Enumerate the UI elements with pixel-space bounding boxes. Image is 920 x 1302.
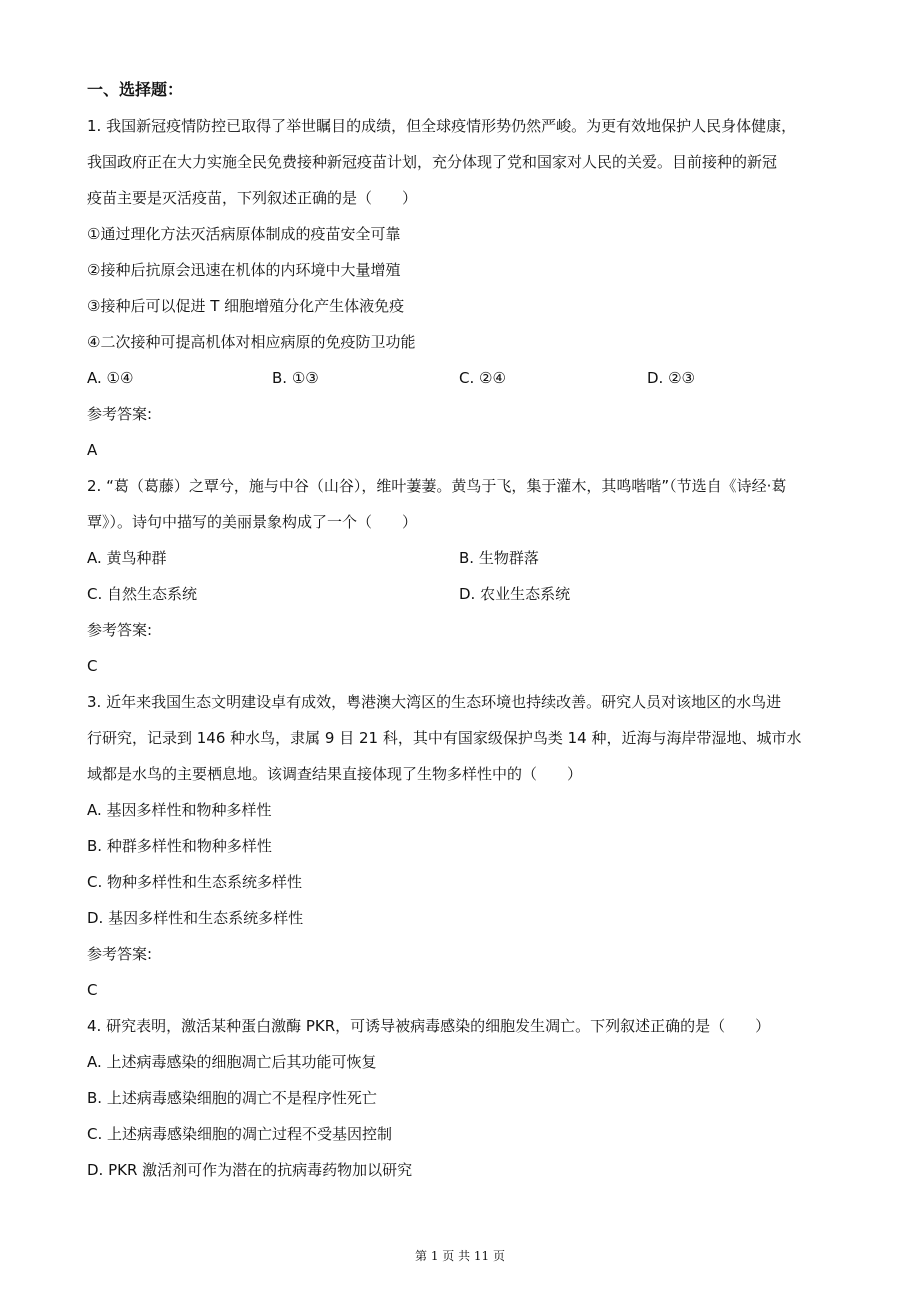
option-d: D. PKR 激活剂可作为潜在的抗病毒药物加以研究 xyxy=(87,1161,413,1179)
option-d: D. 农业生态系统 xyxy=(459,585,571,603)
option-a: A. 上述病毒感染的细胞凋亡后其功能可恢复 xyxy=(87,1053,377,1071)
document-page xyxy=(87,72,847,1188)
answer: A xyxy=(87,441,98,459)
question-stem: 行研究，记录到 146 种水鸟，隶属 9 目 21 科，其中有国家级保护鸟类 14 种，近海与海岸带湿地、城市水 xyxy=(87,729,802,747)
option-a: A. 基因多样性和物种多样性 xyxy=(87,801,272,819)
question-stem: 我国政府正在大力实施全民免费接种新冠疫苗计划，充分体现了党和国家对人民的关爱。目前接种的新冠 xyxy=(87,153,778,171)
question-stem: 覃》）。诗句中描写的美丽景象构成了一个（ ） xyxy=(87,513,418,531)
options-row xyxy=(87,540,847,576)
question-stem: 1. 我国新冠疫情防控已取得了举世瞩目的成绩，但全球疫情形势仍然严峻。为更有效地保护人民身体健康， xyxy=(87,117,797,135)
page-footer: 第 1 页 共 11 页 xyxy=(415,1249,505,1263)
answer: C xyxy=(87,657,98,675)
option-c: C. 上述病毒感染细胞的凋亡过程不受基因控制 xyxy=(87,1125,393,1143)
option-d: D. ②③ xyxy=(647,369,695,387)
option-c: C. ②④ xyxy=(459,369,506,387)
question-2 xyxy=(87,468,847,684)
question-stem: 3. 近年来我国生态文明建设卓有成效，粤港澳大湾区的生态环境也持续改善。研究人员对该地区的水鸟进 xyxy=(87,693,782,711)
question-stem: 2. “葛（葛藤）之覃兮，施与中谷（山谷），维叶萋萋。黄鸟于飞，集于灌木，其鸣喈喈”（节选自《诗经·葛 xyxy=(87,477,787,495)
question-stem: 疫苗主要是灭活疫苗，下列叙述正确的是（ ） xyxy=(87,189,418,207)
statement: ④二次接种可提高机体对相应病原的免疫防卫功能 xyxy=(87,333,416,351)
option-b: B. ①③ xyxy=(272,369,319,387)
option-b: B. 种群多样性和物种多样性 xyxy=(87,837,272,855)
question-3 xyxy=(87,684,847,1008)
question-stem: 域都是水鸟的主要栖息地。该调查结果直接体现了生物多样性中的（ ） xyxy=(87,765,583,783)
options-row xyxy=(87,360,847,396)
option-b: B. 生物群落 xyxy=(459,549,539,567)
option-a: A. 黄鸟种群 xyxy=(87,549,167,567)
option-a: A. ①④ xyxy=(87,369,134,387)
answer-label: 参考答案: xyxy=(87,945,153,963)
statement: ③接种后可以促进 T 细胞增殖分化产生体液免疫 xyxy=(87,297,405,315)
option-b: B. 上述病毒感染细胞的凋亡不是程序性死亡 xyxy=(87,1089,377,1107)
option-d: D. 基因多样性和生态系统多样性 xyxy=(87,909,304,927)
answer-label: 参考答案: xyxy=(87,621,153,639)
option-c: C. 物种多样性和生态系统多样性 xyxy=(87,873,303,891)
statement: ①通过理化方法灭活病原体制成的疫苗安全可靠 xyxy=(87,225,401,243)
statement: ②接种后抗原会迅速在机体的内环境中大量增殖 xyxy=(87,261,401,279)
question-1 xyxy=(87,108,847,468)
section-title: 一、选择题： xyxy=(87,80,184,99)
answer-label: 参考答案: xyxy=(87,405,153,423)
question-4 xyxy=(87,1008,847,1188)
question-stem: 4. 研究表明，激活某种蛋白激酶 PKR，可诱导被病毒感染的细胞发生凋亡。下列叙述正确的是（ ） xyxy=(87,1017,771,1035)
answer: C xyxy=(87,981,98,999)
options-row xyxy=(87,576,847,612)
option-c: C. 自然生态系统 xyxy=(87,585,198,603)
